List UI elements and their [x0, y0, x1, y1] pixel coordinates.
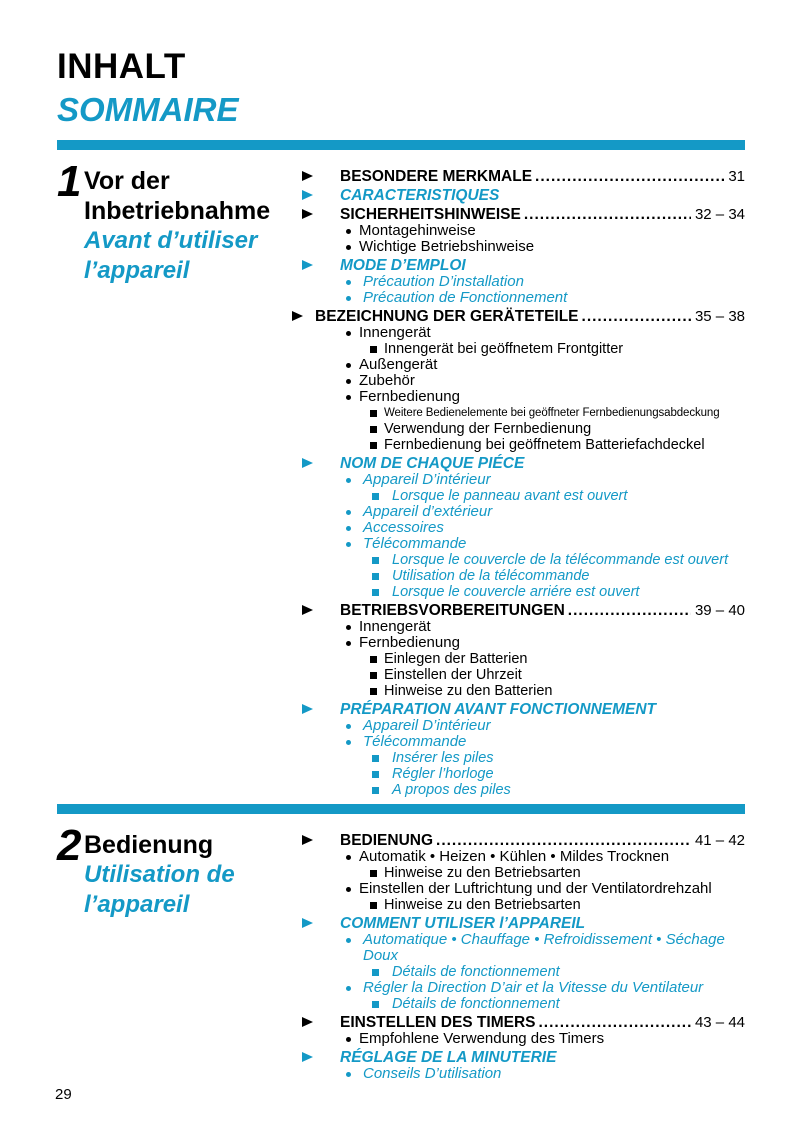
arrow-icon [302, 832, 340, 845]
bullet-icon [346, 389, 359, 400]
square-icon [370, 683, 384, 695]
arrow-icon [302, 602, 340, 615]
toc-entry-subsub [302, 405, 745, 421]
toc-entry-main [302, 206, 745, 223]
toc-entry-sub [302, 325, 745, 341]
toc-entry-label: Fernbedienung bei geöffnetem Batteriefachdeckel [384, 437, 705, 453]
toc-entry-label: PRÉPARATION AVANT FONCTIONNEMENT [340, 701, 657, 718]
square-icon [370, 421, 384, 433]
toc-entry-subsub [302, 996, 745, 1012]
bullet-icon [346, 1031, 359, 1042]
toc-entry-sub [302, 718, 745, 734]
bullet-icon [346, 472, 363, 483]
toc-entry-subsub [302, 341, 745, 357]
toc-entry-label: Lorsque le panneau avant est ouvert [392, 488, 628, 504]
toc-entry-main [302, 168, 745, 185]
toc-entry-sub [302, 1031, 745, 1047]
square-icon [372, 584, 392, 596]
toc-entry-subsub [302, 782, 745, 798]
bullet-icon [346, 635, 359, 646]
toc-entry-main [302, 257, 745, 274]
toc-entry-label: Précaution de Fonctionnement [363, 289, 568, 306]
toc-entry-sub [302, 635, 745, 651]
toc-entry-sub [302, 389, 745, 405]
bullet-icon [346, 932, 363, 943]
arrow-icon [302, 187, 340, 200]
header-rule-bar [57, 140, 745, 150]
square-icon [370, 405, 384, 417]
arrow-icon [302, 257, 340, 270]
toc-entry-subsub [302, 568, 745, 584]
section-heading-french: Utilisation de [84, 861, 235, 888]
arrow-icon [302, 701, 340, 714]
page-title-german: INHALT [57, 47, 186, 86]
toc-entry-label: BEDIENUNG [340, 832, 434, 849]
toc-entry-sub [302, 619, 745, 635]
toc-entry-label: Innengerät [359, 618, 431, 635]
page-range: 39 – 40 [694, 602, 745, 619]
square-icon [372, 782, 392, 794]
page-range: 41 – 42 [694, 832, 745, 849]
dot-leader [524, 206, 691, 223]
square-icon [372, 488, 392, 500]
section-number: 2 [57, 821, 82, 870]
toc-entry-label: BESONDERE MERKMALE [340, 168, 533, 185]
toc-entry-label: A propos des piles [392, 782, 511, 798]
square-icon [370, 437, 384, 449]
square-icon [370, 865, 384, 877]
toc-entry-label: Lorsque le couvercle de la télécommande est ouvert [392, 552, 729, 568]
toc-entry-subsub [302, 964, 745, 980]
toc-entry-label: Zubehör [359, 372, 415, 389]
toc-entry-sub [302, 223, 745, 239]
bullet-icon [346, 274, 363, 285]
toc-entry-label: BETRIEBSVORBEREITUNGEN [340, 602, 565, 619]
section-heading-german: Vor der [84, 167, 170, 195]
section-heading [57, 157, 302, 798]
bullet-icon [346, 223, 359, 234]
square-icon [370, 897, 384, 909]
toc-entry-sub [302, 274, 745, 290]
toc-entry-label: Insérer les piles [392, 750, 494, 766]
section-number: 1 [57, 157, 82, 206]
toc-entry-label: Appareil D’intérieur [363, 471, 491, 488]
toc-entry-label: Innengerät [359, 324, 431, 341]
toc-entry-sub [302, 932, 745, 964]
toc-entry-label: Hinweise zu den Batterien [384, 683, 553, 699]
toc-entry-label: Automatik • Heizen • Kühlen • Mildes Trocknen [359, 848, 670, 865]
bullet-icon [346, 290, 363, 301]
toc-entry-label: Einstellen der Luftrichtung und der Ventilatordrehzahl [359, 880, 712, 897]
toc-entry-subsub [302, 488, 745, 504]
dot-leader [436, 832, 691, 849]
toc-entry-sub [302, 881, 745, 897]
toc-entry-sub [302, 980, 745, 996]
arrow-icon [302, 455, 340, 468]
bullet-icon [346, 849, 359, 860]
section-heading-german: Bedienung [84, 831, 214, 859]
page-range: 35 – 38 [694, 308, 745, 325]
square-icon [372, 568, 392, 580]
toc-entry-label: Wichtige Betriebshinweise [359, 238, 535, 255]
toc-entry-main [302, 1049, 745, 1066]
toc-entry-label: Hinweise zu den Betriebsarten [384, 897, 581, 913]
toc-entry-label: Régler l’horloge [392, 766, 494, 782]
page-number: 29 [55, 1086, 72, 1103]
section-heading-german: Inbetriebnahme [84, 197, 271, 225]
toc-entries [302, 830, 745, 1082]
toc-entry-sub [302, 373, 745, 389]
bullet-icon [346, 520, 363, 531]
toc-entry-sub [302, 536, 745, 552]
toc-entry-label: Régler la Direction D’air et la Vitesse du Ventilateur [363, 979, 704, 996]
toc-entry-label: Utilisation de la télécommande [392, 568, 590, 584]
toc-entry-subsub [302, 897, 745, 913]
toc-entry-label: Accessoires [363, 519, 444, 536]
section-heading-french: l’appareil [84, 257, 190, 284]
square-icon [370, 651, 384, 663]
toc-entry-label: Lorsque le couvercle arriére est ouvert [392, 584, 640, 600]
page-range: 32 – 34 [694, 206, 745, 223]
page-range: 31 [728, 168, 745, 185]
arrow-icon [302, 1049, 340, 1062]
bullet-icon [346, 325, 359, 336]
toc-entry-label: Détails de fonctionnement [392, 964, 560, 980]
toc-entry-main [302, 701, 745, 718]
toc-entry-label: Empfohlene Verwendung des Timers [359, 1030, 605, 1047]
toc-entry-label: Précaution D’installation [363, 273, 524, 290]
toc-entry-subsub [302, 421, 745, 437]
toc-entry-subsub [302, 865, 745, 881]
toc-entry-label: COMMENT UTILISER l’APPAREIL [340, 915, 586, 932]
toc-entry-subsub [302, 750, 745, 766]
toc-entry-sub [302, 472, 745, 488]
toc-entry-sub [302, 849, 745, 865]
toc-entry-subsub [302, 552, 745, 568]
toc-entry-label: EINSTELLEN DES TIMERS [340, 1014, 536, 1031]
bullet-icon [346, 357, 359, 368]
square-icon [372, 766, 392, 778]
arrow-icon [302, 168, 340, 181]
toc-entries [302, 166, 745, 798]
square-icon [372, 964, 392, 976]
square-icon [370, 341, 384, 353]
page-range: 43 – 44 [694, 1014, 745, 1031]
toc-entry-label: Einlegen der Batterien [384, 651, 528, 667]
toc-entry-main [302, 1014, 745, 1031]
toc-entry-label: Weitere Bedienelemente bei geöffneter Fernbedienungsabdeckung [384, 407, 720, 419]
toc-entry-label: Appareil D’intérieur [363, 717, 491, 734]
toc-entry-label: NOM DE CHAQUE PIÉCE [340, 455, 525, 472]
toc-entry-main [302, 187, 745, 204]
toc-entry-sub [302, 357, 745, 373]
toc-entry-sub [302, 734, 745, 750]
dot-leader [535, 168, 724, 185]
toc-entry-sub [302, 239, 745, 255]
square-icon [372, 750, 392, 762]
toc-entry-sub [302, 290, 745, 306]
toc-entry-sub [302, 520, 745, 536]
toc-section [57, 821, 745, 1082]
toc-entry-label: Fernbedienung [359, 388, 460, 405]
section-heading [57, 821, 302, 1082]
toc-entry-main [302, 915, 745, 932]
toc-entry-label: Fernbedienung [359, 634, 460, 651]
toc-entry-label: RÉGLAGE DE LA MINUTERIE [340, 1049, 557, 1066]
toc-entry-label: BEZEICHNUNG DER GERÄTETEILE [315, 308, 579, 325]
toc-entry-label: Conseils D’utilisation [363, 1065, 502, 1082]
toc-entry-label: Télécommande [363, 733, 467, 750]
toc-entry-label: Télécommande [363, 535, 467, 552]
square-icon [370, 667, 384, 679]
bullet-icon [346, 881, 359, 892]
toc-entry-main [302, 602, 745, 619]
toc-content [57, 157, 745, 1082]
section-heading-french: l’appareil [84, 891, 190, 918]
toc-entry-subsub [302, 766, 745, 782]
square-icon [372, 996, 392, 1008]
toc-entry-label: SICHERHEITSHINWEISE [340, 206, 521, 223]
bullet-icon [346, 619, 359, 630]
bullet-icon [346, 734, 363, 745]
toc-entry-label: CARACTERISTIQUES [340, 187, 500, 204]
bullet-icon [346, 536, 363, 547]
toc-entry-main [292, 308, 745, 325]
toc-entry-subsub [302, 584, 745, 600]
toc-entry-subsub [302, 683, 745, 699]
toc-entry-sub [302, 1066, 745, 1082]
bullet-icon [346, 1066, 363, 1077]
arrow-icon [302, 206, 340, 219]
toc-entry-label: Außengerät [359, 356, 438, 373]
toc-section [57, 157, 745, 798]
bullet-icon [346, 239, 359, 250]
toc-entry-label: Automatique • Chauffage • Refroidissement • Séchage Doux [363, 931, 725, 964]
toc-entry-label: Appareil d’extérieur [363, 503, 493, 520]
toc-entry-label: Hinweise zu den Betriebsarten [384, 865, 581, 881]
toc-entry-sub [302, 504, 745, 520]
page-header [0, 0, 802, 150]
bullet-icon [346, 718, 363, 729]
toc-entry-subsub [302, 437, 745, 453]
section-divider-bar [57, 804, 745, 814]
section-heading-french: Avant d’utiliser [84, 227, 258, 254]
toc-entry-label: Montagehinweise [359, 222, 476, 239]
toc-entry-label: Innengerät bei geöffnetem Frontgitter [384, 341, 624, 357]
dot-leader [582, 308, 691, 325]
toc-entry-subsub [302, 651, 745, 667]
toc-entry-label: MODE D’EMPLOI [340, 257, 466, 274]
toc-entry-label: Verwendung der Fernbedienung [384, 421, 592, 437]
bullet-icon [346, 373, 359, 384]
square-icon [372, 552, 392, 564]
dot-leader [568, 602, 691, 619]
toc-entry-label: Einstellen der Uhrzeit [384, 667, 522, 683]
toc-entry-subsub [302, 667, 745, 683]
toc-entry-main [302, 832, 745, 849]
toc-entry-label: Détails de fonctionnement [392, 996, 560, 1012]
bullet-icon [346, 504, 363, 515]
bullet-icon [346, 980, 363, 991]
dot-leader [539, 1014, 691, 1031]
arrow-icon [302, 915, 340, 928]
toc-entry-main [302, 455, 745, 472]
page-title-french: SOMMAIRE [57, 91, 239, 128]
arrow-icon [302, 1014, 340, 1027]
